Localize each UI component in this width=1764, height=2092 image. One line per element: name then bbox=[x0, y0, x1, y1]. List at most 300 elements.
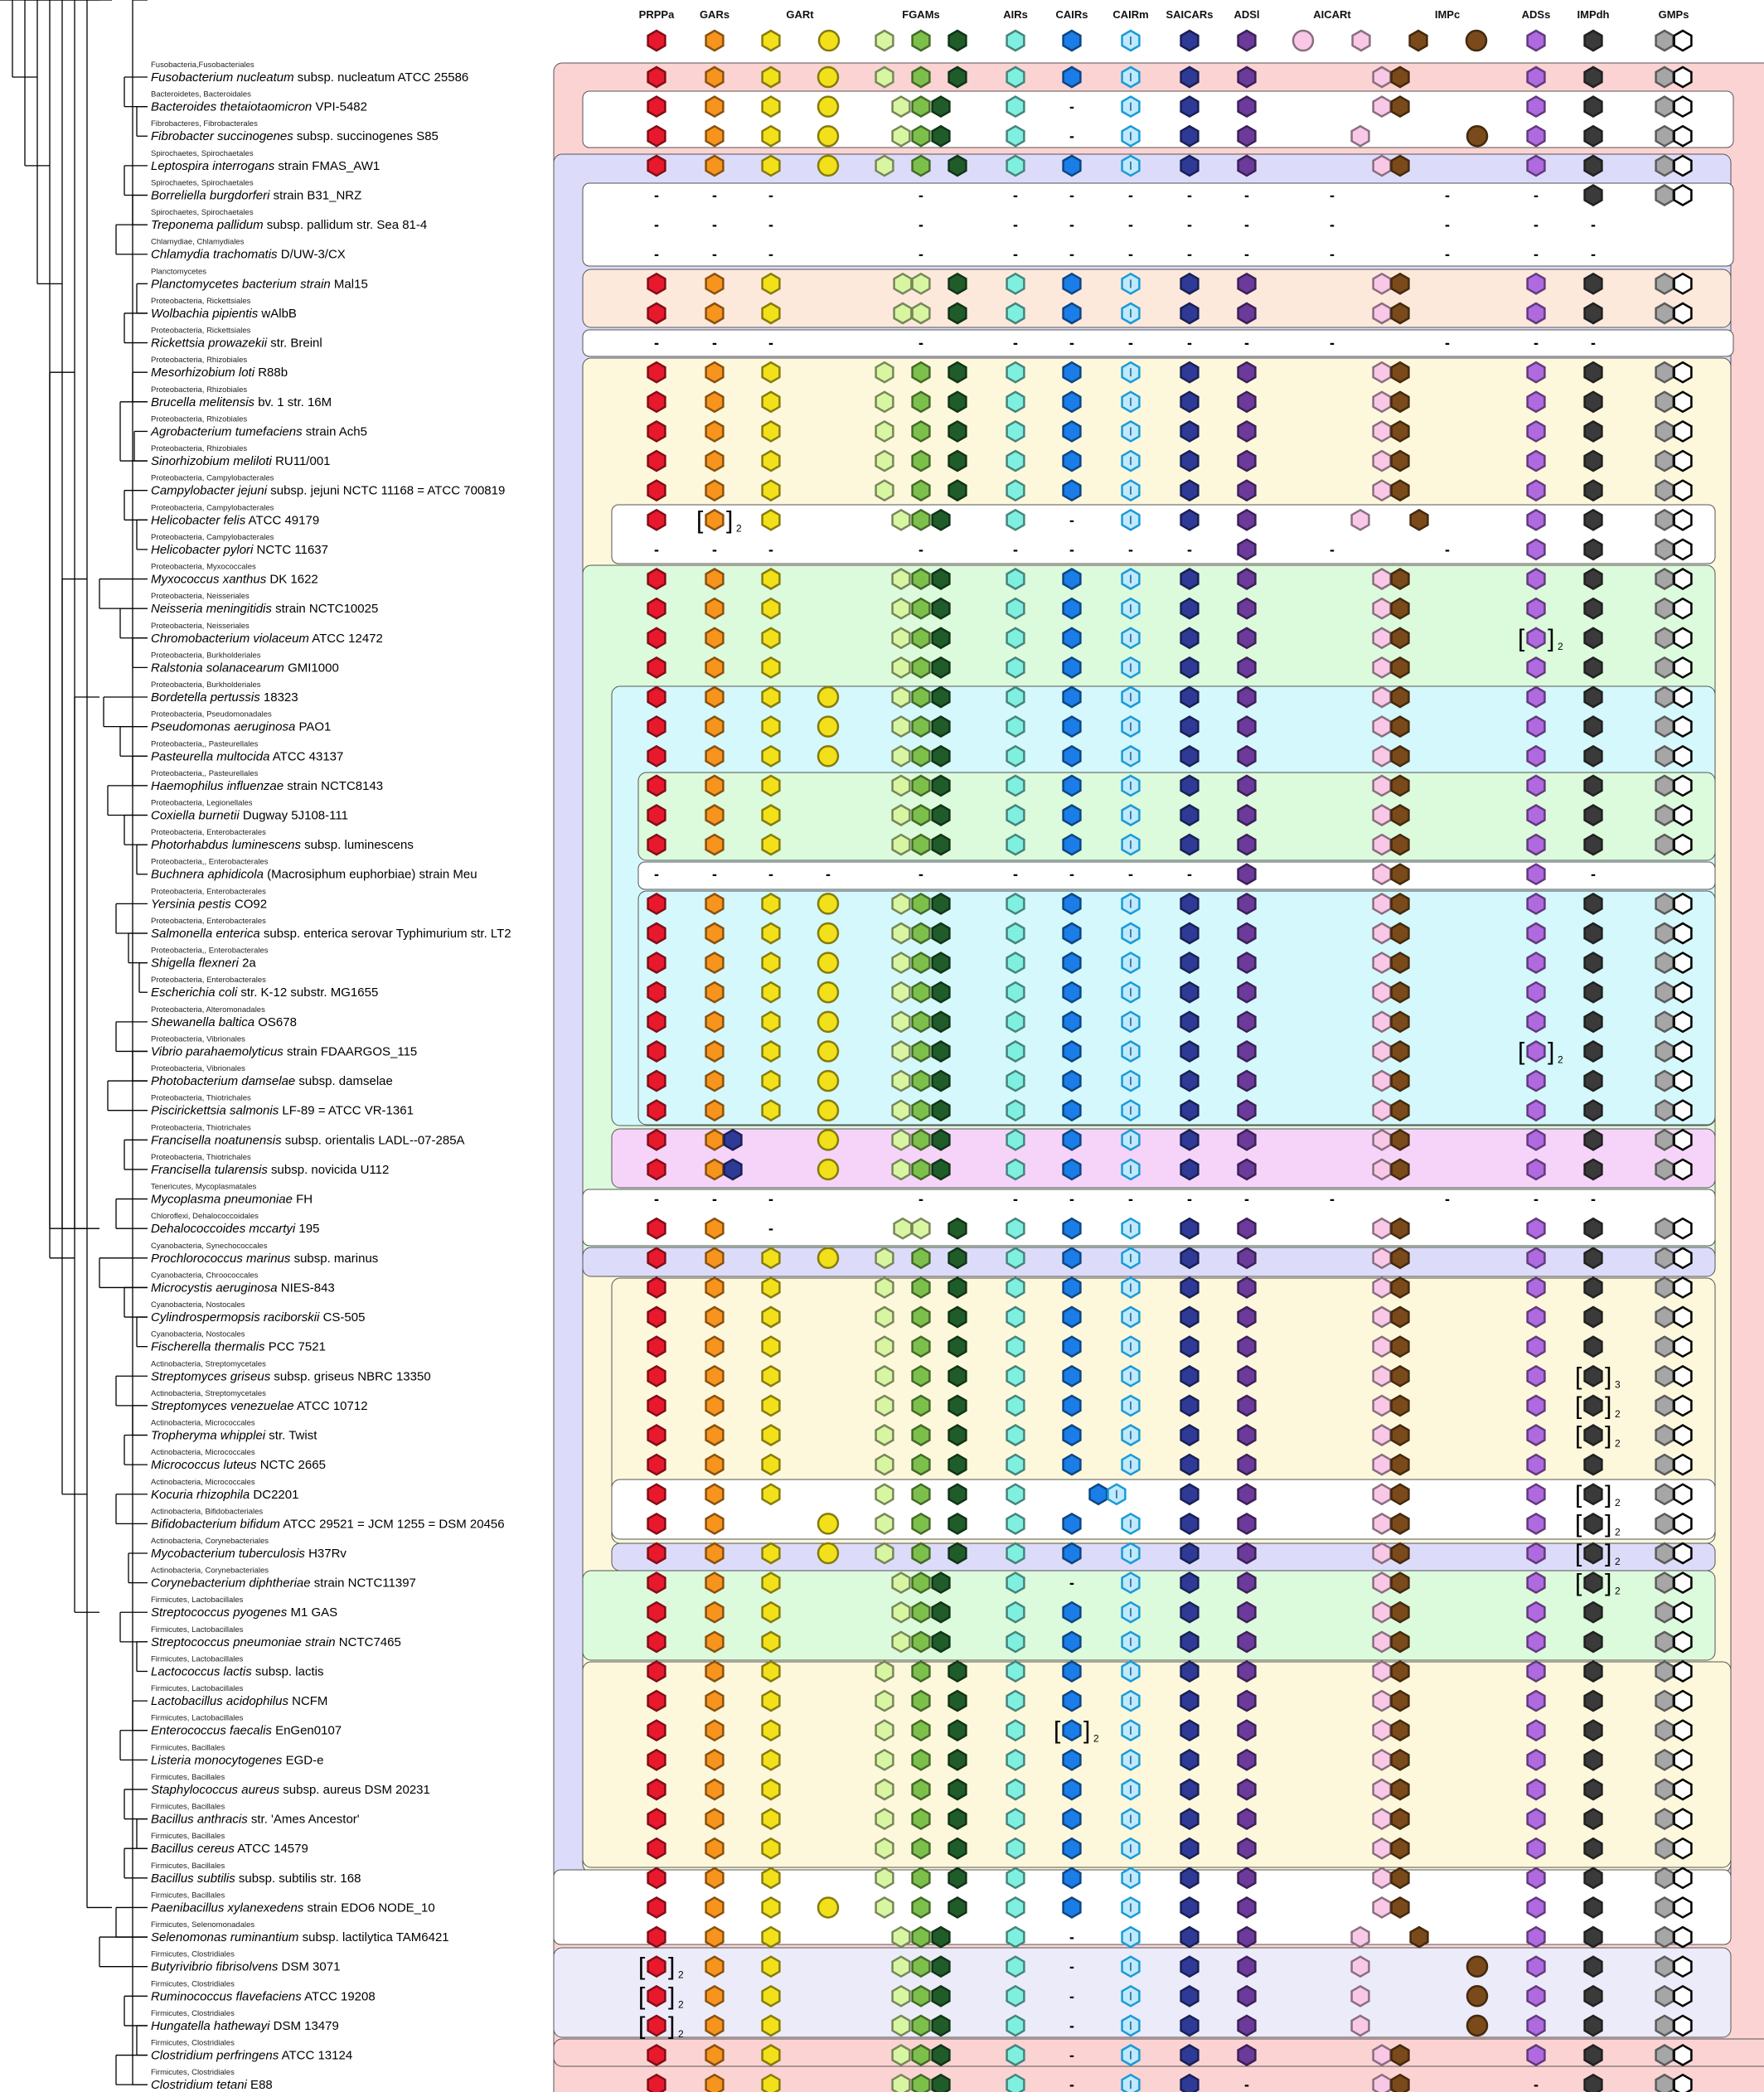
species-genus: Myxococcus xanthus bbox=[151, 572, 267, 587]
airs-hex bbox=[1007, 746, 1025, 766]
impc-hex bbox=[1392, 1218, 1409, 1238]
header-gart-icon-1 bbox=[819, 31, 839, 51]
species-genus: Borreliella burgdorferi bbox=[151, 188, 270, 203]
gart-circle bbox=[818, 1248, 838, 1268]
taxon-label: Proteobacteria, Enterobacterales bbox=[151, 887, 266, 897]
species-strain: PCC 7521 bbox=[264, 1339, 326, 1354]
airs-hex bbox=[1007, 303, 1025, 323]
fgams-2-hex bbox=[913, 1868, 930, 1888]
aicart-hex bbox=[1374, 481, 1391, 501]
absent-prppa: - bbox=[654, 186, 659, 204]
header-prppa: PRPPa bbox=[638, 8, 675, 21]
adss-hex bbox=[1528, 864, 1545, 884]
aicart-hex bbox=[1374, 953, 1391, 973]
impc-hex bbox=[1392, 1366, 1409, 1386]
saicars-hex bbox=[1181, 362, 1199, 382]
fgams-3-hex bbox=[949, 362, 967, 382]
absent-prppa: - bbox=[654, 216, 659, 234]
gmps-1-hex bbox=[1656, 746, 1674, 766]
fgams-3-hex bbox=[933, 835, 950, 855]
species-genus: Bordetella pertussis bbox=[151, 690, 260, 705]
species-strain: bv. 1 str. 16M bbox=[254, 395, 332, 409]
fgams-3-hex bbox=[949, 1691, 967, 1711]
cairs-hex bbox=[1064, 982, 1081, 1002]
species-strain: NCTC 11637 bbox=[253, 542, 328, 557]
absent-gars: - bbox=[712, 865, 717, 883]
impdh-hex bbox=[1585, 1455, 1602, 1475]
gart-hex bbox=[763, 1662, 780, 1682]
prppa-hex bbox=[648, 1160, 666, 1179]
adsl-hex bbox=[1238, 1248, 1256, 1268]
impc-hex bbox=[1392, 1632, 1409, 1652]
adss-hex bbox=[1528, 1218, 1545, 1238]
impc-hex bbox=[1392, 806, 1409, 826]
absent-gart2: - bbox=[826, 865, 831, 883]
fgams-2-hex bbox=[913, 569, 930, 589]
bracket-close: ] bbox=[668, 1953, 676, 1981]
fgams-2-hex bbox=[913, 746, 930, 766]
multiplicity-impdh: 2 bbox=[1615, 1496, 1621, 1508]
absent-cairs: - bbox=[1069, 98, 1074, 115]
gars-hex bbox=[706, 1780, 724, 1799]
gmps-1-hex bbox=[1656, 1691, 1674, 1711]
gars-hex bbox=[706, 1721, 724, 1741]
airs-hex bbox=[1007, 1012, 1025, 1032]
multiplicity-impdh: 2 bbox=[1615, 1407, 1621, 1420]
airs-hex bbox=[1007, 1277, 1025, 1297]
species-genus: Mycoplasma pneumoniae bbox=[151, 1192, 293, 1207]
gart-circle bbox=[818, 1041, 838, 1061]
species-genus: Photorhabdus luminescens bbox=[151, 838, 301, 853]
species-label bbox=[151, 1960, 340, 1974]
bracket-open: [ bbox=[638, 1983, 646, 2011]
cairs-hex bbox=[1064, 303, 1081, 323]
fgams-2-hex bbox=[913, 510, 930, 530]
gmps-1-hex bbox=[1656, 1484, 1674, 1504]
aicart-hex bbox=[1374, 717, 1391, 737]
header-aicart-icon-1 bbox=[1353, 31, 1370, 51]
saicars-hex bbox=[1181, 1307, 1199, 1327]
gmps-1-hex bbox=[1656, 1780, 1674, 1799]
saicars-hex bbox=[1181, 1042, 1199, 1062]
prppa-hex bbox=[648, 1012, 666, 1032]
species-strain: subsp. pallidum str. Sea 81-4 bbox=[263, 218, 428, 233]
airs-hex bbox=[1007, 687, 1025, 707]
species-genus: Shewanella baltica bbox=[151, 1015, 255, 1029]
species-genus: Fusobacterium nucleatum bbox=[151, 70, 294, 85]
fgams-2-hex bbox=[913, 1809, 930, 1829]
species-label bbox=[151, 1753, 323, 1767]
impc-hex bbox=[1392, 1337, 1409, 1357]
absent-adsl: - bbox=[1244, 334, 1249, 351]
species-label bbox=[151, 2049, 352, 2063]
airs-hex bbox=[1007, 1573, 1025, 1593]
fgams-3-hex bbox=[933, 569, 950, 589]
species-genus: Shigella flexneri bbox=[151, 956, 239, 971]
fgams-3-hex bbox=[949, 67, 967, 87]
fgams-3-hex bbox=[933, 2046, 950, 2065]
gart-hex bbox=[763, 67, 780, 87]
gart-circle bbox=[818, 982, 838, 1002]
fgams-3-hex bbox=[933, 1957, 950, 1977]
absent-fgams2: - bbox=[918, 216, 923, 234]
impc-hex bbox=[1392, 687, 1409, 707]
impc-hex bbox=[1392, 1868, 1409, 1888]
absent-airs: - bbox=[1013, 186, 1018, 204]
gars-hex bbox=[706, 1218, 724, 1238]
fgams-2-hex bbox=[913, 657, 930, 677]
adss-hex bbox=[1528, 1602, 1545, 1622]
aicart-hex bbox=[1352, 1986, 1369, 2006]
adsl-hex bbox=[1238, 510, 1256, 530]
gmps-2-hex bbox=[1674, 1130, 1692, 1150]
fgams-1-hex bbox=[893, 1573, 910, 1593]
header-cairs: CAIRs bbox=[1055, 8, 1088, 21]
prppa-hex bbox=[648, 421, 666, 441]
gmps-2-hex bbox=[1674, 982, 1692, 1002]
prppa-hex bbox=[648, 1307, 666, 1327]
species-strain: Mal15 bbox=[330, 277, 368, 292]
fgams-3-hex bbox=[949, 1662, 967, 1682]
gart-hex bbox=[763, 1543, 780, 1563]
gars-hex bbox=[706, 893, 724, 913]
fgams-1b-hex bbox=[913, 1218, 930, 1238]
species-genus: Paenibacillus xylanexedens bbox=[151, 1901, 304, 1915]
saicars-hex bbox=[1181, 451, 1199, 471]
airs-hex bbox=[1007, 1101, 1025, 1121]
adss-hex bbox=[1528, 687, 1545, 707]
species-genus: Listeria monocytogenes bbox=[151, 1753, 283, 1768]
aicart-hex bbox=[1374, 1012, 1391, 1032]
airs-hex bbox=[1007, 1662, 1025, 1682]
prppa-hex bbox=[648, 1602, 666, 1622]
bracket-open: [ bbox=[1575, 1363, 1582, 1391]
absent-adss: - bbox=[1534, 2076, 1539, 2092]
species-strain: D/UW-3/CX bbox=[277, 247, 346, 262]
species-strain: subsp. lactis bbox=[251, 1664, 324, 1679]
fgams-3-hex bbox=[949, 1868, 967, 1888]
adss-hex bbox=[1528, 982, 1545, 1002]
fgams-3-hex bbox=[949, 1218, 967, 1238]
airs-hex bbox=[1007, 1130, 1025, 1150]
gars-hex bbox=[706, 806, 724, 826]
taxon-label: Firmicutes, Clostridiales bbox=[151, 1979, 235, 1989]
impc-hex bbox=[1392, 746, 1409, 766]
impdh-hex bbox=[1585, 1012, 1602, 1032]
species-strain: str. K-12 substr. MG1655 bbox=[237, 985, 379, 1000]
saicars-hex bbox=[1181, 953, 1199, 973]
aicart-hex bbox=[1374, 923, 1391, 943]
cairs-hex bbox=[1064, 156, 1081, 176]
aicart-hex bbox=[1374, 1691, 1391, 1711]
cairs-hex bbox=[1064, 1277, 1081, 1297]
adsl-hex bbox=[1238, 1691, 1256, 1711]
saicars-hex bbox=[1181, 1543, 1199, 1563]
taxon-label: Firmicutes, Selenomonadales bbox=[151, 1920, 255, 1930]
taxon-label: Proteobacteria, Vibrionales bbox=[151, 1034, 245, 1044]
species-genus: Lactococcus lactis bbox=[151, 1664, 252, 1679]
gmps-1-hex bbox=[1656, 1897, 1674, 1917]
airs-hex bbox=[1007, 392, 1025, 412]
gart-hex bbox=[763, 1042, 780, 1062]
absent-aicartmid: - bbox=[1330, 1190, 1335, 1208]
species-label bbox=[151, 1783, 430, 1797]
header-saicars: SAICARs bbox=[1166, 8, 1214, 21]
species-label bbox=[151, 1222, 319, 1236]
gart-hex bbox=[763, 510, 780, 530]
absent-impdh: - bbox=[1591, 216, 1596, 234]
species-strain: str. Breinl bbox=[267, 336, 322, 351]
gart-hex bbox=[763, 1573, 780, 1593]
fgams-3-hex bbox=[949, 1426, 967, 1446]
impdh-hex bbox=[1585, 1632, 1602, 1652]
gmps-1-hex bbox=[1656, 923, 1674, 943]
gmps-2-hex bbox=[1674, 67, 1692, 87]
adss-hex bbox=[1528, 1307, 1545, 1327]
gmps-1-hex bbox=[1656, 598, 1674, 618]
adsl-hex bbox=[1238, 1160, 1256, 1179]
species-label bbox=[151, 2078, 273, 2092]
species-genus: Neisseria meningitidis bbox=[151, 602, 272, 617]
species-strain: LF-89 = ATCC VR-1361 bbox=[279, 1103, 414, 1118]
absent-saicars: - bbox=[1187, 540, 1192, 558]
gars-hex bbox=[706, 746, 724, 766]
saicars-hex bbox=[1181, 1927, 1199, 1947]
gmps-1-hex bbox=[1656, 687, 1674, 707]
impc-hex bbox=[1392, 982, 1409, 1002]
cairs-hex bbox=[1064, 628, 1081, 648]
absent-cairs: - bbox=[1069, 245, 1074, 263]
box-cperfringens bbox=[554, 2039, 1764, 2066]
impdh-hex bbox=[1585, 1780, 1602, 1799]
fgams-3-hex bbox=[949, 1337, 967, 1357]
cairs-hex bbox=[1064, 1101, 1081, 1121]
cairs-hex bbox=[1064, 1071, 1081, 1091]
taxon-label: Firmicutes, Clostridiales bbox=[151, 1949, 235, 1959]
species-label bbox=[151, 573, 318, 587]
adss-hex bbox=[1528, 451, 1545, 471]
taxon-label: Actinobacteria, Corynebacteriales bbox=[151, 1537, 269, 1546]
absent-aicartmid: - bbox=[1330, 216, 1335, 234]
species-strain: subsp. aureus DSM 20231 bbox=[279, 1782, 430, 1797]
impc-hex bbox=[1392, 392, 1409, 412]
saicars-hex bbox=[1181, 1750, 1199, 1770]
gars-hex bbox=[706, 1042, 724, 1062]
impdh-hex bbox=[1585, 598, 1602, 618]
clade-boxes bbox=[554, 63, 1764, 2092]
aicart-hex bbox=[1374, 1897, 1391, 1917]
absent-prppa: - bbox=[654, 865, 659, 883]
fgams-1-hex bbox=[893, 1957, 910, 1977]
airs-hex bbox=[1007, 1957, 1025, 1977]
adsl-hex bbox=[1238, 1986, 1256, 2006]
fgams-1-hex bbox=[894, 303, 912, 323]
impc-hex bbox=[1392, 1455, 1409, 1475]
gmps-1-hex bbox=[1656, 1721, 1674, 1741]
absent-cairm: - bbox=[1128, 1190, 1133, 1208]
header-gart: GARt bbox=[786, 8, 814, 21]
gart-hex bbox=[763, 1277, 780, 1297]
prppa-hex bbox=[648, 1248, 666, 1268]
fgams-3-hex bbox=[949, 156, 967, 176]
header-fgams-icon-1 bbox=[913, 31, 930, 51]
absent-adss: - bbox=[1534, 1190, 1539, 1208]
cairs-hex bbox=[1064, 1513, 1081, 1533]
taxon-label: Actinobacteria, Micrococcales bbox=[151, 1448, 255, 1458]
fgams-1-hex bbox=[893, 598, 910, 618]
gars-hex bbox=[706, 1101, 724, 1121]
aicart-hex bbox=[1374, 1750, 1391, 1770]
fgams-1-hex bbox=[876, 1662, 894, 1682]
fgams-3-hex bbox=[933, 657, 950, 677]
impc-hex bbox=[1392, 569, 1409, 589]
gmps-2-hex bbox=[1674, 746, 1692, 766]
impdh-hex bbox=[1585, 1662, 1602, 1682]
species-label bbox=[151, 70, 468, 85]
aicart-hex bbox=[1374, 1573, 1391, 1593]
prppa-hex bbox=[648, 392, 666, 412]
impc-hex bbox=[1392, 451, 1409, 471]
aicart-hex bbox=[1374, 1042, 1391, 1062]
fgams-2-hex bbox=[913, 451, 930, 471]
absent-cairs: - bbox=[1069, 865, 1074, 883]
gars-hex bbox=[706, 1426, 724, 1446]
aicart-hex bbox=[1352, 126, 1369, 146]
fgams-3-hex bbox=[949, 1484, 967, 1504]
gart-hex bbox=[763, 1897, 780, 1917]
taxon-label: Fibrobacteres, Fibrobacterales bbox=[151, 119, 258, 129]
species-label bbox=[151, 248, 346, 262]
absent-impdh: - bbox=[1591, 1190, 1596, 1208]
gart-circle bbox=[818, 687, 838, 707]
species-strain: strain B31_NRZ bbox=[269, 188, 362, 203]
fgams-2-hex bbox=[913, 1543, 930, 1563]
fgams-3-hex bbox=[933, 953, 950, 973]
absent-prppa: - bbox=[654, 1190, 659, 1208]
fgams-3-hex bbox=[949, 1809, 967, 1829]
bracket-open: [ bbox=[1518, 1038, 1525, 1066]
adsl-hex bbox=[1238, 67, 1256, 87]
species-genus: Francisella tularensis bbox=[151, 1162, 268, 1177]
species-genus: Prochlorococcus marinus bbox=[151, 1251, 291, 1266]
species-genus: Pseudomonas aeruginosa bbox=[151, 719, 296, 734]
gmps-2-hex bbox=[1674, 362, 1692, 382]
gmps-1-hex bbox=[1656, 451, 1674, 471]
gmps-1-hex bbox=[1656, 186, 1674, 206]
saicars-hex bbox=[1181, 806, 1199, 826]
species-strain: subsp. enterica serovar Typhimurium str. LT2 bbox=[259, 926, 511, 941]
bracket-close: ] bbox=[1083, 1717, 1091, 1745]
adss-hex bbox=[1528, 1337, 1545, 1357]
fgams-3-hex bbox=[949, 1838, 967, 1858]
prppa-hex bbox=[648, 1042, 666, 1062]
impdh-hex bbox=[1585, 303, 1602, 323]
aicart-hex bbox=[1374, 1780, 1391, 1799]
fgams-2-hex bbox=[913, 1602, 930, 1622]
gart-hex bbox=[763, 717, 780, 737]
species-genus: Francisella noatunensis bbox=[151, 1133, 282, 1148]
species-strain: subsp. griseus NBRC 13350 bbox=[270, 1369, 431, 1384]
multiplicity-impdh: 2 bbox=[1615, 1585, 1621, 1597]
header-gart-icon-0 bbox=[763, 31, 780, 51]
taxon-label: Firmicutes, Bacillales bbox=[151, 1832, 225, 1842]
gars-hex bbox=[706, 97, 724, 117]
fgams-1-hex bbox=[893, 657, 910, 677]
aicart-hex bbox=[1374, 982, 1391, 1002]
gmps-1-hex bbox=[1656, 1750, 1674, 1770]
cairs-hex bbox=[1064, 1160, 1081, 1179]
impdh-hex bbox=[1585, 1248, 1602, 1268]
cairs-hex bbox=[1064, 362, 1081, 382]
gars-hex bbox=[706, 1927, 724, 1947]
fgams-3-hex bbox=[949, 303, 967, 323]
absent-impdh: - bbox=[1591, 334, 1596, 351]
aicart-hex bbox=[1374, 569, 1391, 589]
adss-hex bbox=[1528, 1071, 1545, 1091]
multiplicity-cairs: 2 bbox=[1093, 1732, 1099, 1745]
adss-hex bbox=[1528, 2016, 1545, 2036]
adsl-hex bbox=[1238, 126, 1256, 146]
aicart-hex bbox=[1374, 1602, 1391, 1622]
fgams-2-hex bbox=[913, 628, 930, 648]
species-strain: strain NCTC8143 bbox=[284, 778, 384, 793]
fgams-1-hex bbox=[876, 1780, 894, 1799]
absent-adsl: - bbox=[1244, 186, 1249, 204]
airs-hex bbox=[1007, 451, 1025, 471]
saicars-hex bbox=[1181, 392, 1199, 412]
adss-hex bbox=[1528, 1927, 1545, 1947]
gars-hex bbox=[706, 67, 724, 87]
prppa-hex bbox=[648, 67, 666, 87]
gmps-1-hex bbox=[1656, 776, 1674, 796]
fgams-1-hex bbox=[893, 2046, 910, 2065]
fgams-1-hex bbox=[876, 1838, 894, 1858]
species-strain: ATCC 13124 bbox=[279, 2048, 353, 2063]
fgams-1-hex bbox=[893, 746, 910, 766]
aicart-hex bbox=[1374, 362, 1391, 382]
absent-impcmid: - bbox=[1445, 186, 1450, 204]
gart-hex bbox=[763, 421, 780, 441]
fgams-1-hex bbox=[876, 392, 894, 412]
absent-adsl: - bbox=[1244, 2076, 1249, 2092]
species-label bbox=[151, 749, 343, 763]
cairs-hex bbox=[1064, 1897, 1081, 1917]
prppa-hex bbox=[648, 1543, 666, 1563]
taxon-label: Firmicutes, Bacillales bbox=[151, 1891, 225, 1901]
impc-hex bbox=[1392, 1809, 1409, 1829]
fgams-1-hex bbox=[893, 923, 910, 943]
species-label bbox=[151, 395, 332, 409]
species-genus: Chlamydia trachomatis bbox=[151, 247, 278, 262]
species-strain: strain FDAARGOS_115 bbox=[283, 1044, 418, 1059]
bracket-open: [ bbox=[1575, 1510, 1582, 1538]
fgams-2-hex bbox=[913, 1927, 930, 1947]
prppa-hex bbox=[648, 598, 666, 618]
adsl-hex bbox=[1238, 1218, 1256, 1238]
species-label bbox=[151, 1429, 317, 1443]
adss-hex bbox=[1528, 1750, 1545, 1770]
gars-hex bbox=[706, 1632, 724, 1652]
absent-aicartmid: - bbox=[1330, 334, 1335, 351]
adsl-hex bbox=[1238, 1868, 1256, 1888]
absent-saicars: - bbox=[1187, 216, 1192, 234]
adss-hex bbox=[1528, 510, 1545, 530]
fgams-2-hex bbox=[913, 2016, 930, 2036]
prppa-hex bbox=[648, 1838, 666, 1858]
fgams-2-hex bbox=[913, 893, 930, 913]
fgams-1-hex bbox=[876, 67, 894, 87]
header-cairs-icon-0 bbox=[1064, 31, 1081, 51]
